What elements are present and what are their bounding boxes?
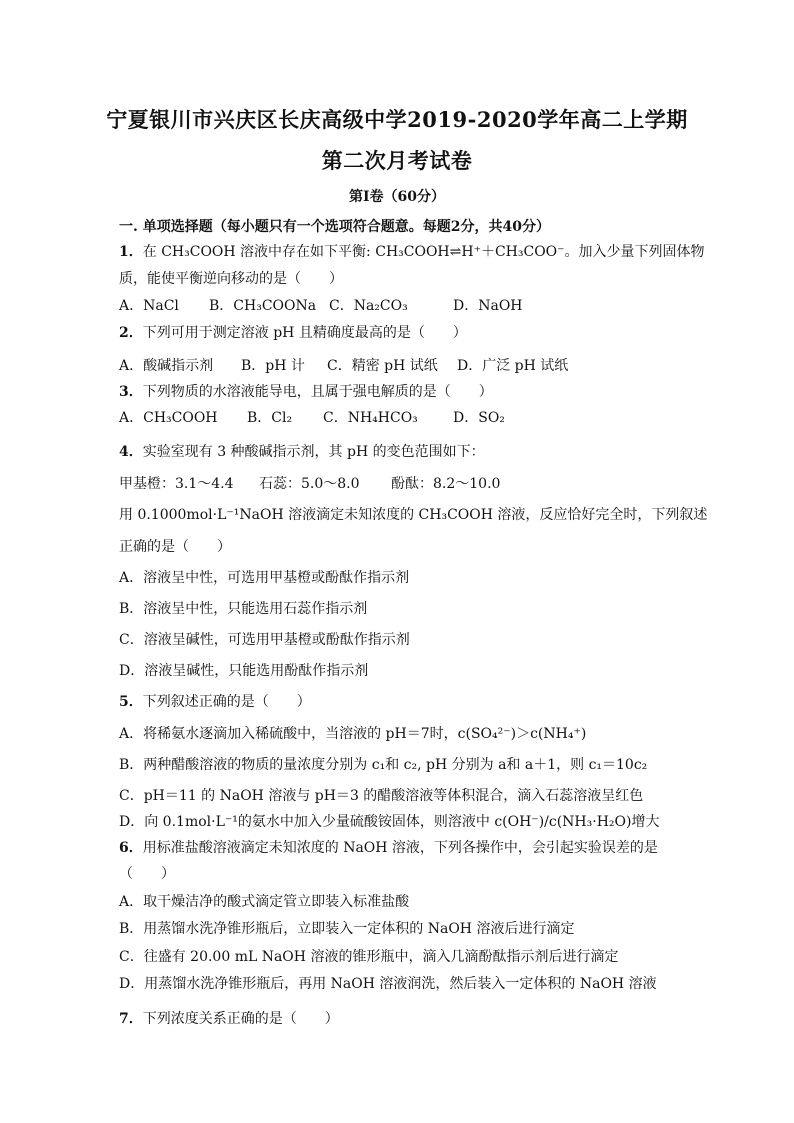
option-a: A．酸碱指示剂 [119, 358, 214, 374]
question-text: 下列叙述正确的是（ ） [142, 694, 311, 710]
option-d: D．溶液呈碱性，只能选用酚酞作指示剂 [119, 663, 369, 679]
option-c: C．往盛有 20.00 mL NaOH 溶液的锥形瓶中，滴入几滴酚酞指示剂后进行滴定 [119, 949, 619, 965]
indicator-ranges [119, 475, 500, 493]
question-text: 下列可用于测定溶液 pH 且精确度最高的是（ ） [142, 325, 467, 341]
question-number: 7． [119, 1011, 143, 1027]
volume-heading: 第I卷（60分） [348, 189, 446, 205]
question-6-line2: （ ） [119, 866, 175, 882]
question-1-options [119, 297, 523, 315]
option-d: D．NaOH [453, 298, 523, 314]
option-c: C．Na₂CO₃ [329, 298, 408, 314]
question-2-options [119, 357, 568, 375]
section-heading: 一. 单项选择题（每小题只有一个选项符合题意。每题2分，共40分） [119, 219, 550, 235]
question-3 [119, 383, 493, 401]
option-b: B．用蒸馏水洗净锥形瓶后，立即装入一定体积的 NaOH 溶液后进行滴定 [119, 921, 575, 937]
question-text: 下列浓度关系正确的是（ ） [142, 1011, 339, 1027]
question-4-line3: 用 0.1000mol·L⁻¹NaOH 溶液滴定未知浓度的 CH₃COOH 溶液，反应恰好完全时，下列叙述 [119, 507, 708, 523]
question-2 [119, 324, 467, 342]
question-number: 2． [119, 325, 143, 341]
question-4-line4: 正确的是（ ） [119, 539, 231, 555]
question-1-line2: 质，能使平衡逆向移动的是（ ） [119, 271, 343, 287]
litmus-range: 石蕊：5.0～8.0 [259, 476, 360, 492]
question-number: 1． [119, 244, 143, 260]
option-b: B．CH₃COONa [209, 298, 317, 314]
question-7 [119, 1010, 339, 1028]
option-b: B．pH 计 [241, 358, 305, 374]
question-6 [119, 839, 658, 857]
option-a: A．CH₃COOH [119, 410, 218, 426]
option-a: A．NaCl [119, 298, 179, 314]
question-4 [119, 443, 485, 461]
option-d: D．向 0.1mol·L⁻¹的氨水中加入少量硫酸铵固体，则溶液中 c(OH⁻)/c(NH₃·H₂O)增大 [119, 814, 660, 830]
question-1 [119, 243, 705, 261]
option-b: B．溶液呈中性，只能选用石蕊作指示剂 [119, 601, 368, 617]
question-number: 4． [119, 444, 143, 460]
option-a: A．溶液呈中性，可选用甲基橙或酚酞作指示剂 [119, 570, 410, 586]
question-5 [119, 693, 311, 711]
option-b: B．两种醋酸溶液的物质的量浓度分别为 c₁和 c₂, pH 分别为 a和 a＋1，则 c₁＝10c₂ [119, 757, 648, 773]
phenolphthalein-range: 酚酞：8.2～10.0 [391, 476, 501, 492]
question-number: 3． [119, 384, 143, 400]
option-a: A．将稀氨水逐滴加入稀硫酸中，当溶液的 pH＝7时，c(SO₄²⁻)＞c(NH₄⁺) [119, 726, 587, 742]
exam-title-line2: 第二次月考试卷 [321, 148, 473, 173]
option-d: D．SO₂ [453, 410, 505, 426]
exam-title-line1: 宁夏银川市兴庆区长庆高级中学2019-2020学年高二上学期 [106, 107, 688, 132]
question-text: 实验室现有 3 种酸碱指示剂，其 pH 的变色范围如下： [142, 444, 485, 460]
option-c: C．精密 pH 试纸 [327, 358, 438, 374]
question-text: 用标准盐酸溶液滴定未知浓度的 NaOH 溶液，下列各操作中，会引起实验误差的是 [142, 840, 658, 856]
question-3-options [119, 409, 505, 427]
option-d: D．广泛 pH 试纸 [457, 358, 569, 374]
methyl-orange-range: 甲基橙：3.1～4.4 [119, 476, 234, 492]
question-number: 5． [119, 694, 143, 710]
question-number: 6． [119, 840, 143, 856]
question-text: 在 CH₃COOH 溶液中存在如下平衡: CH₃COOH⇌H⁺＋CH₃COO⁻。加入少量下列固体物 [142, 244, 705, 260]
option-d: D．用蒸馏水洗净锥形瓶后，再用 NaOH 溶液润洗，然后装入一定体积的 NaOH 溶液 [119, 976, 657, 992]
option-c: C．溶液呈碱性，可选用甲基橙或酚酞作指示剂 [119, 632, 410, 648]
option-c: C．NH₄HCO₃ [323, 410, 418, 426]
option-c: C．pH＝11 的 NaOH 溶液与 pH＝3 的醋酸溶液等体积混合，滴入石蕊溶液呈红色 [119, 788, 644, 804]
question-text: 下列物质的水溶液能导电，且属于强电解质的是（ ） [142, 384, 493, 400]
option-a: A．取干燥洁净的酸式滴定管立即装入标准盐酸 [119, 894, 410, 910]
option-b: B．Cl₂ [247, 410, 293, 426]
